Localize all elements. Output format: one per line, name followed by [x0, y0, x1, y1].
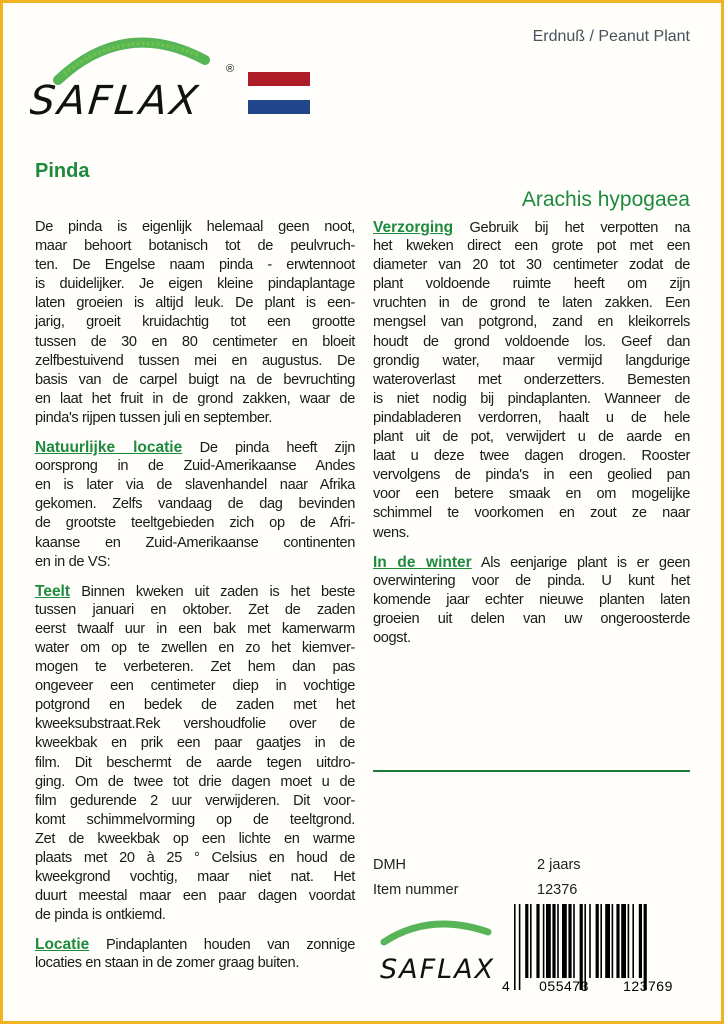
paragraph	[35, 935, 355, 973]
line-text: De pinda heeft zijn	[182, 440, 355, 457]
text-line	[35, 218, 355, 237]
line-text: de pinda is ontkiemd.	[35, 907, 166, 924]
line-text: komt schimmelvorming op de teeltgrond.	[35, 811, 355, 828]
paragraph	[35, 582, 355, 926]
barcode-bar	[628, 904, 630, 978]
barcode-bar	[605, 904, 610, 978]
svg-text:SAFLAX: SAFLAX	[30, 78, 203, 122]
text-line	[35, 954, 355, 973]
line-text: vervolgens de pinda's in een geolied pan	[373, 467, 690, 484]
text-line	[35, 457, 355, 476]
text-line	[373, 390, 690, 409]
line-text: kaanse en Zuid-Amerikaanse continenten	[35, 534, 355, 551]
text-line	[35, 849, 355, 868]
text-line	[373, 610, 690, 629]
page-title: Pinda	[35, 160, 90, 182]
section-heading: In de winter	[373, 553, 472, 571]
text-line	[373, 313, 690, 332]
text-line	[35, 352, 355, 371]
line-text: komende jaar echter nieuwe planten laten	[373, 591, 690, 608]
line-text: tussen de 30 en 80 centimeter en bloeit	[35, 333, 355, 350]
line-text: zelfbestuivend tussen mei en augustus. De	[35, 352, 355, 369]
text-line	[35, 696, 355, 715]
line-text: vruchten in de grond te laten zakken. Een	[373, 295, 690, 312]
text-line	[35, 677, 355, 696]
line-text: eerst twaalf uur in een bak met kamerwarm	[35, 620, 355, 637]
item-number-value: 12376	[537, 882, 578, 898]
line-text: en is later via de slavenhandel naar Afrika	[35, 477, 355, 494]
line-text: overwintering voor de pinda. U kunt het	[373, 572, 690, 589]
text-line	[35, 734, 355, 753]
barcode-right-digits: 123769	[623, 978, 673, 994]
saflax-logo-small	[370, 902, 500, 997]
text-line	[35, 868, 355, 887]
barcode-bar	[525, 904, 528, 978]
text-line	[35, 237, 355, 256]
line-text: film gedurende 2 uur verwijderen. Dit voor-	[35, 792, 355, 809]
text-line	[35, 333, 355, 352]
line-text: mogen te verbeteren. Zet hem dan pas	[35, 659, 355, 676]
text-line	[373, 629, 690, 648]
text-line	[373, 409, 690, 428]
line-text: de grootste teeltgebieden zich op de Afri-	[35, 515, 355, 532]
text-line	[35, 658, 355, 677]
line-text: grondig water, maar vermijd langdurige	[373, 352, 690, 369]
line-text: kweekgrond vochtig, maar niet nat. Het	[35, 869, 355, 886]
text-line	[373, 275, 690, 294]
text-line	[373, 218, 690, 237]
line-text: kweeksubstraat.Rek vershoudfolie over de	[35, 716, 355, 733]
line-text: en laat het fruit in de grond zakken, waar de	[35, 390, 355, 407]
text-line	[373, 256, 690, 275]
barcode-bar	[557, 904, 559, 978]
line-text: kweekbak en prik een paar gaatjes in de	[35, 735, 355, 752]
product-subtitle: Erdnuß / Peanut Plant	[532, 28, 690, 45]
line-text: mengsel van potgrond, zand en kleikorrels	[373, 314, 690, 331]
barcode-first-digit: 4	[502, 978, 510, 994]
line-text: gekomen. Zelfs vandaag de dag bevinden	[35, 496, 355, 513]
barcode-bar	[616, 904, 619, 978]
text-line	[35, 639, 355, 658]
text-line	[35, 773, 355, 792]
barcode-bar	[600, 904, 602, 978]
line-text: groeien uit delen van uw ongeroosterde	[373, 610, 690, 627]
text-line	[35, 582, 355, 601]
line-text: basis van de carpel buigt na de bevruchting	[35, 371, 355, 388]
paragraph	[35, 438, 355, 572]
line-text: schimmel te voorkomen en zout ze naar	[373, 505, 690, 522]
netherlands-flag	[248, 72, 310, 114]
text-line	[373, 294, 690, 313]
text-line	[35, 476, 355, 495]
text-line	[35, 811, 355, 830]
barcode-bar	[573, 904, 575, 978]
barcode-left-digits: 055473	[539, 978, 589, 994]
dmh-value: 2 jaars	[537, 857, 581, 873]
line-text: diameter van 20 tot 30 centimeter zodat de	[373, 257, 690, 274]
barcode-bar	[596, 904, 599, 978]
text-line	[35, 906, 355, 925]
divider	[373, 770, 690, 772]
left-column	[35, 218, 355, 984]
line-text: houdt de grond voldoende los. Geef dan	[373, 333, 690, 350]
text-line	[373, 504, 690, 523]
svg-text:SAFLAX: SAFLAX	[380, 954, 496, 985]
line-text: pinda's rijpen tussen juli en september.	[35, 409, 273, 426]
text-line	[35, 275, 355, 294]
text-line	[35, 620, 355, 639]
line-text: is niet nodig bij pindaplanten. Wanneer de	[373, 390, 690, 407]
right-column	[373, 218, 690, 658]
text-line	[35, 601, 355, 620]
line-text: ongeveer een centimeter diep in vochtige	[35, 678, 355, 695]
line-text: jarig, groeit kruidachtig tot een grootte	[35, 314, 355, 331]
line-text: wateroverlast met onderzetters. Bemesten	[373, 371, 690, 388]
text-line	[373, 237, 690, 256]
saflax-logo	[30, 22, 250, 127]
barcode-bar	[514, 904, 516, 990]
barcode-bar	[612, 904, 614, 978]
line-text: duurt meestal maar een paar dagen voordat	[35, 888, 355, 905]
text-line	[35, 313, 355, 332]
section-heading: Verzorging	[373, 219, 454, 236]
line-text: oogst.	[373, 629, 411, 646]
barcode-bar	[530, 904, 532, 978]
line-text: laat u deze twee dagen drogen. Rooster	[373, 448, 690, 465]
line-text: film. Dit beschermt de aarde tegen uitdro-	[35, 754, 355, 771]
line-text: Zet de kweekbak op een lichte en warme	[35, 830, 355, 847]
line-text: voor een betere smaak en om mogelijke	[373, 486, 690, 503]
barcode-bar	[568, 904, 571, 978]
line-text: pindabladeren verdorren, haalt u de hele	[373, 409, 690, 426]
barcode-bar	[639, 904, 642, 978]
text-line	[35, 553, 355, 572]
barcode-bar	[519, 904, 521, 990]
section-heading: Locatie	[35, 936, 90, 954]
line-text: wens.	[373, 524, 410, 541]
line-text: Gebruik bij het verpotten na	[453, 220, 690, 236]
line-text: oorsprong in de Zuid-Amerikaanse Andes	[35, 458, 355, 475]
line-text: tussen januari en oktober. Zet de zaden	[35, 601, 355, 618]
line-text: laten groeien is altijd leuk. De plant is een-	[35, 295, 355, 312]
line-text: Als eenjarige plant is er geen	[471, 554, 690, 571]
line-text: is duidelijker. Je eigen kleine pindaplantage	[35, 276, 355, 293]
text-line	[35, 534, 355, 553]
line-text: plaats met 20 à 25 ° Celsius en houd de	[35, 850, 355, 866]
text-line	[35, 256, 355, 275]
barcode-bar	[536, 904, 539, 978]
text-line	[35, 830, 355, 849]
text-line	[373, 591, 690, 610]
text-line	[373, 553, 690, 572]
line-text: maar behoort botanisch tot de peulvruch-	[35, 238, 355, 255]
line-text: water om op te zwellen en zo het kiemver-	[35, 639, 355, 656]
paragraph	[373, 553, 690, 648]
barcode-bar	[543, 904, 545, 978]
dmh-label: DMH	[373, 857, 407, 873]
text-line	[373, 485, 690, 504]
paragraph	[373, 218, 690, 543]
text-line	[373, 333, 690, 352]
text-line	[373, 428, 690, 447]
barcode-bar	[562, 904, 567, 978]
section-heading: Natuurlijke locatie	[35, 439, 183, 457]
section-heading: Teelt	[35, 582, 71, 600]
item-number-label: Item nummer	[373, 882, 459, 898]
text-line	[373, 371, 690, 390]
svg-text:®: ®	[226, 63, 235, 75]
line-text: locaties en staan in de zomer graag buiten.	[35, 955, 300, 972]
line-text: plant uit de pot, verwijdert u de aarde en	[373, 429, 690, 446]
text-line	[373, 524, 690, 543]
text-line	[35, 371, 355, 390]
text-line	[373, 572, 690, 591]
line-text: het kweken direct een grote pot met een	[373, 238, 690, 255]
barcode-bar	[552, 904, 555, 978]
line-text: en in de VS:	[35, 553, 111, 570]
text-line	[35, 792, 355, 811]
text-line	[35, 887, 355, 906]
text-line	[35, 294, 355, 313]
line-text: Pindaplanten houden van zonnige	[89, 937, 355, 954]
text-line	[35, 514, 355, 533]
line-text: plant voldoende ruimte heeft om zijn	[373, 276, 690, 293]
barcode	[500, 904, 695, 1001]
text-line	[35, 390, 355, 409]
line-text: ten. De Engelse naam pinda - erwtennoot	[35, 257, 355, 274]
line-text: ging. Om de twee tot drie dagen moet u de	[35, 773, 355, 790]
barcode-bar	[589, 904, 591, 978]
barcode-bar	[632, 904, 634, 978]
latin-name: Arachis hypogaea	[521, 188, 690, 211]
text-line	[35, 715, 355, 734]
text-line	[373, 466, 690, 485]
barcode-bar	[621, 904, 626, 978]
text-line	[35, 409, 355, 428]
text-line	[373, 352, 690, 371]
text-line	[35, 754, 355, 773]
paragraph	[35, 218, 355, 428]
text-line	[35, 438, 355, 457]
text-line	[373, 447, 690, 466]
line-text: De pinda is eigenlijk helemaal geen noot,	[35, 219, 355, 235]
line-text: potgrond en bedek de zaden met het	[35, 697, 355, 714]
text-line	[35, 495, 355, 514]
text-line	[35, 935, 355, 954]
barcode-bar	[546, 904, 551, 978]
line-text: Binnen kweken uit zaden is het beste	[70, 583, 355, 600]
